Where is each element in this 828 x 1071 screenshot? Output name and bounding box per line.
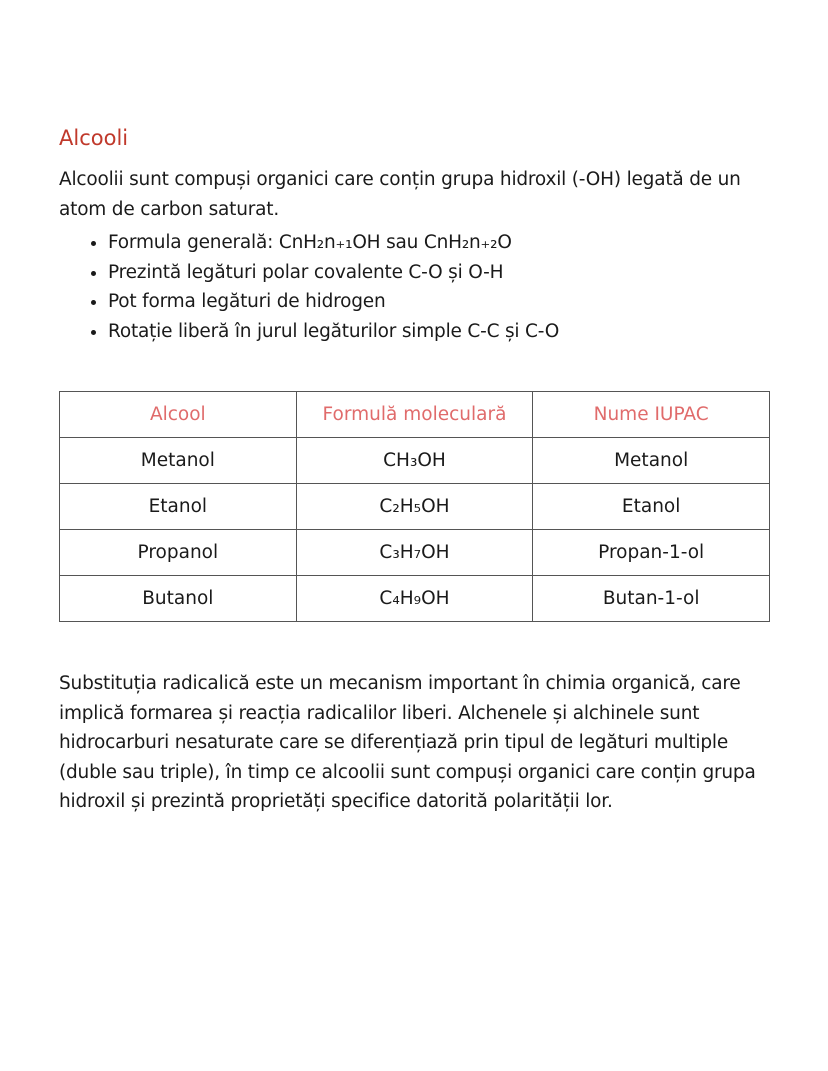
table-row bbox=[60, 576, 770, 622]
table-header-row bbox=[60, 392, 770, 438]
document bbox=[59, 122, 771, 817]
list-item: • Pot forma legături de hidrogen bbox=[108, 287, 771, 317]
properties-list bbox=[59, 228, 771, 346]
table-cell: Metanol bbox=[60, 438, 297, 484]
table-cell: Butan-1-ol bbox=[533, 576, 770, 622]
section-title: Alcooli bbox=[59, 126, 129, 150]
list-item: • Rotație liberă în jurul legăturilor simple C-C și C-O bbox=[108, 317, 771, 347]
table-cell: Metanol bbox=[533, 438, 770, 484]
header-alcool: Alcool bbox=[60, 392, 297, 438]
list-item: • Prezintă legături polar covalente C-O și O-H bbox=[108, 258, 771, 288]
table-cell: C₂H₅OH bbox=[296, 484, 533, 530]
intro-paragraph: Alcoolii sunt compuși organici care conțin grupa hidroxil (-OH) legată de un atom de carbon saturat. bbox=[59, 169, 741, 220]
table-cell: Butanol bbox=[60, 576, 297, 622]
outro-paragraph: Substituția radicalică este un mecanism important în chimia organică, care implică formarea și reacția radicalilor liberi. Alchenele și alchinele sunt hidrocarburi nesaturate care se diferențiază prin tipul de legături multiple (duble sau triple), în timp ce alcoolii sunt compuși organici care conțin grupa hidroxil și prezintă proprietăți specifice datorită polarității lor. bbox=[59, 673, 756, 812]
list-item: • Formula generală: CnH₂n₊₁OH sau CnH₂n₊₂O bbox=[108, 228, 771, 258]
table-cell: Propan-1-ol bbox=[533, 530, 770, 576]
alcohols-table bbox=[59, 391, 770, 622]
table-cell: C₄H₉OH bbox=[296, 576, 533, 622]
table-cell: C₃H₇OH bbox=[296, 530, 533, 576]
table-row bbox=[60, 438, 770, 484]
table-cell: CH₃OH bbox=[296, 438, 533, 484]
table-cell: Etanol bbox=[60, 484, 297, 530]
table-cell: Propanol bbox=[60, 530, 297, 576]
table-row bbox=[60, 484, 770, 530]
table-cell: Etanol bbox=[533, 484, 770, 530]
header-iupac: Nume IUPAC bbox=[533, 392, 770, 438]
header-formula: Formulă moleculară bbox=[296, 392, 533, 438]
table-row bbox=[60, 530, 770, 576]
